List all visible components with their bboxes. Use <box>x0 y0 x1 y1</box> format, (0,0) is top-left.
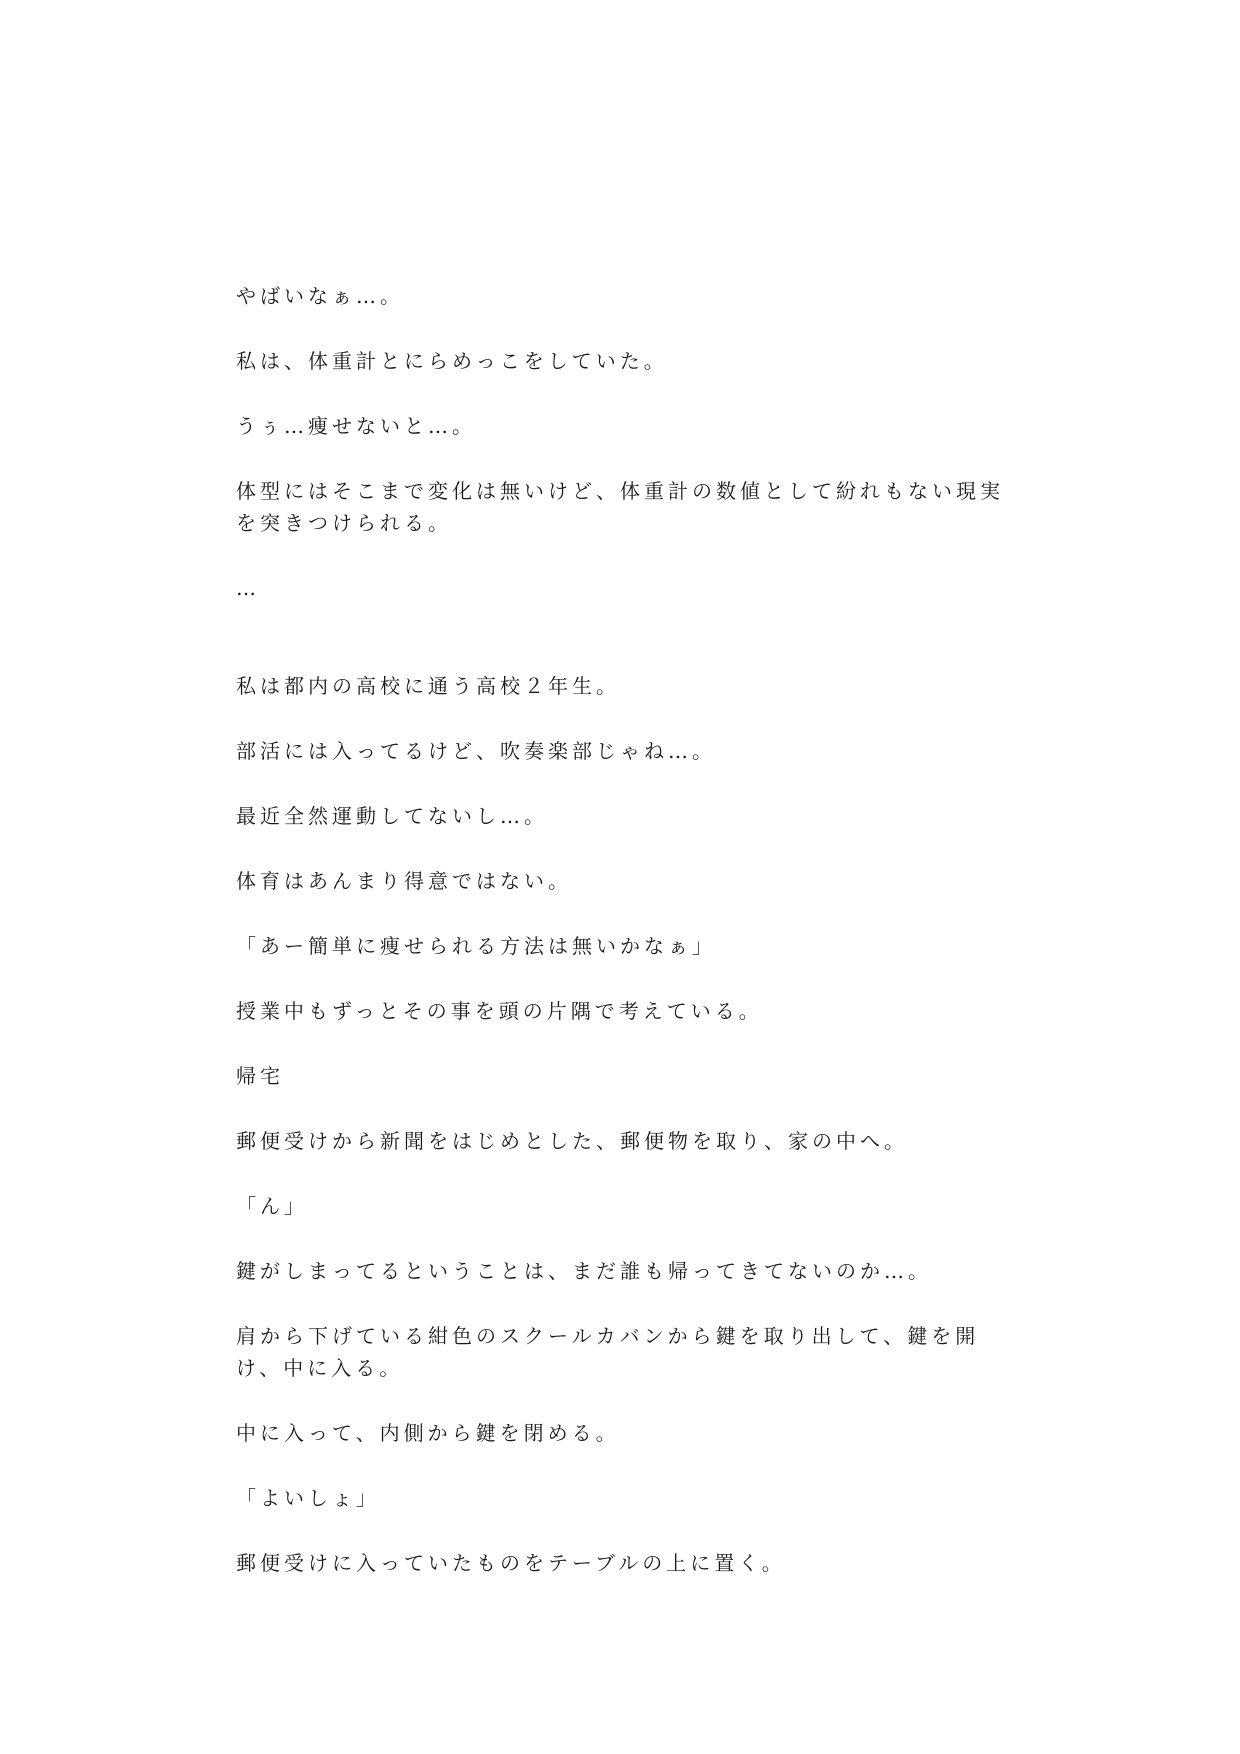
paragraph: 郵便受けに入っていたものをテーブルの上に置く。 <box>236 1551 786 1575</box>
paragraph: 「ん」 <box>236 1194 308 1218</box>
paragraph: 最近全然運動してないし…。 <box>236 804 548 828</box>
paragraph: 体育はあんまり得意ではない。 <box>236 869 572 893</box>
paragraph: 鍵がしまってるということは、まだ誰も帰ってきてないのか…。 <box>236 1259 932 1283</box>
paragraph: 帰宅 <box>236 1064 284 1088</box>
paragraph: 中に入って、内側から鍵を閉める。 <box>236 1421 620 1445</box>
paragraph: 授業中もずっとその事を頭の片隅で考えている。 <box>236 999 763 1023</box>
paragraph: 私は、体重計とにらめっこをしていた。 <box>236 349 668 373</box>
paragraph: … <box>236 576 260 600</box>
paragraph: 体型にはそこまで変化は無いけど、体重計の数値として紛れもない現実を突きつけられる。 <box>236 479 1004 535</box>
text-body <box>236 280 1016 1612</box>
section-break <box>236 637 1016 670</box>
paragraph: 「あー簡単に痩せられる方法は無いかなぁ」 <box>236 934 716 958</box>
paragraph: 肩から下げている紺色のスクールカバンから鍵を取り出して、鍵を開け、中に入る。 <box>236 1324 980 1380</box>
paragraph: うぅ…痩せないと…。 <box>236 414 476 438</box>
paragraph: 部活には入ってるけど、吹奏楽部じゃね…。 <box>236 739 716 763</box>
paragraph: 郵便受けから新聞をはじめとした、郵便物を取り、家の中へ。 <box>236 1129 908 1153</box>
paragraph: 私は都内の高校に通う高校２年生。 <box>236 674 620 698</box>
paragraph: やばいなぁ…。 <box>236 284 404 308</box>
paragraph: 「よいしょ」 <box>236 1486 380 1510</box>
